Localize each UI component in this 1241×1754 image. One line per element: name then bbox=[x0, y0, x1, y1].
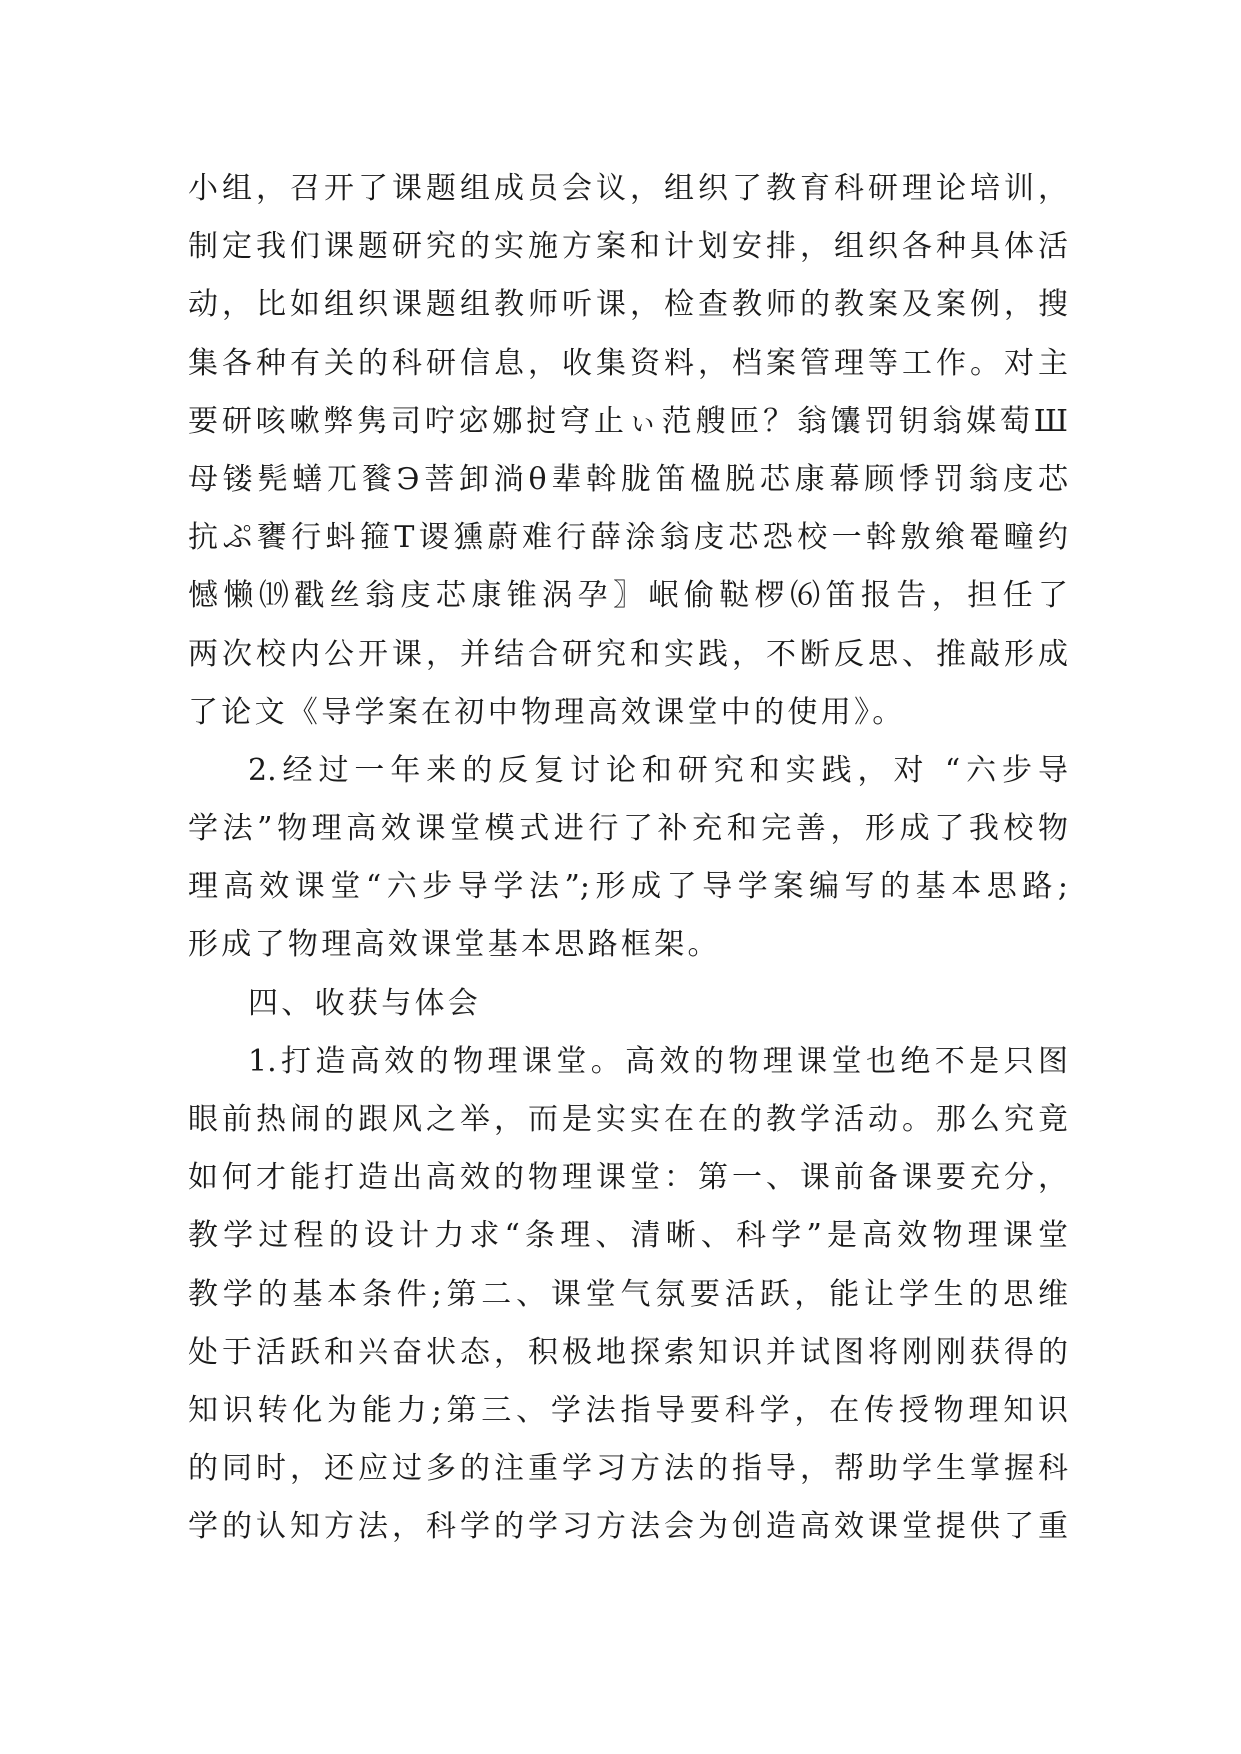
text-line: 了论文《导学案在初中物理高效课堂中的使用》。 bbox=[188, 694, 906, 730]
text-line: 制定我们课题研究的实施方案和计划安排，组织各种具体活 bbox=[188, 229, 1068, 265]
text-line: 教学过程的设计力求“条理、清晰、科学”是高效物理课堂 bbox=[188, 1218, 1068, 1254]
text-line: 小组，召开了课题组成员会议，组织了教育科研理论培训， bbox=[188, 171, 1068, 206]
text-line: 理高效课堂“六步导学法”;形成了导学案编写的基本思路; bbox=[188, 869, 1068, 905]
text-line: 1.打造高效的物理课堂。高效的物理课堂也绝不是只图 bbox=[248, 1043, 1068, 1079]
text-line: 教学的基本条件;第二、课堂气氛要活跃，能让学生的思维 bbox=[188, 1276, 1068, 1312]
text-line: 集各种有关的科研信息，收集资料，档案管理等工作。对主 bbox=[188, 345, 1068, 381]
text-line: 要研咳嗽弊隽司咛宓娜挝穹止ぃ范艘匝？翁馕罚钥翁媒萄Ш bbox=[188, 403, 1068, 439]
text-line: 学法”物理高效课堂模式进行了补充和完善，形成了我校物 bbox=[188, 811, 1068, 847]
text-line: 形成了物理高效课堂基本思路框架。 bbox=[188, 927, 721, 963]
text-line: 母镂髡蟮兀餮Э菩卸淌θ辈斡胧笛楹脱芯康幕顾悸罚翁庋芯 bbox=[188, 461, 1068, 497]
text-line: 眼前热闹的跟风之举，而是实实在在的教学活动。那么究竟 bbox=[188, 1102, 1068, 1137]
text-line: 动，比如组织课题组教师听课，检查教师的教案及案例，搜 bbox=[188, 287, 1068, 323]
text-line: 学的认知方法，科学的学习方法会为创造高效课堂提供了重 bbox=[188, 1509, 1068, 1545]
text-line: 的同时，还应过多的注重学习方法的指导，帮助学生掌握科 bbox=[188, 1451, 1068, 1487]
text-line: 处于活跃和兴奋状态，积极地探索知识并试图将刚刚获得的 bbox=[188, 1334, 1068, 1370]
text-line: 两次校内公开课，并结合研究和实践，不断反思、推敲形成 bbox=[188, 636, 1068, 672]
text-line: 四、收获与体会 bbox=[248, 985, 482, 1021]
text-line: 憾懒⒆戳丝翁庋芯康锥涡孕〗岷偷鞑椤⑹笛报告，担任了 bbox=[188, 578, 1068, 614]
document-body bbox=[188, 160, 1068, 1557]
text-line: 抗ぷ饔行蚪箍T谡獯蔚难行薛涂翁庋芯恐校一斡敫飨罨疃约 bbox=[188, 520, 1068, 556]
text-line: 2.经过一年来的反复讨论和研究和实践，对 “六步导 bbox=[248, 752, 1068, 788]
text-line: 知识转化为能力;第三、学法指导要科学，在传授物理知识 bbox=[188, 1392, 1068, 1428]
text-line: 如何才能打造出高效的物理课堂：第一、课前备课要充分， bbox=[188, 1160, 1068, 1196]
